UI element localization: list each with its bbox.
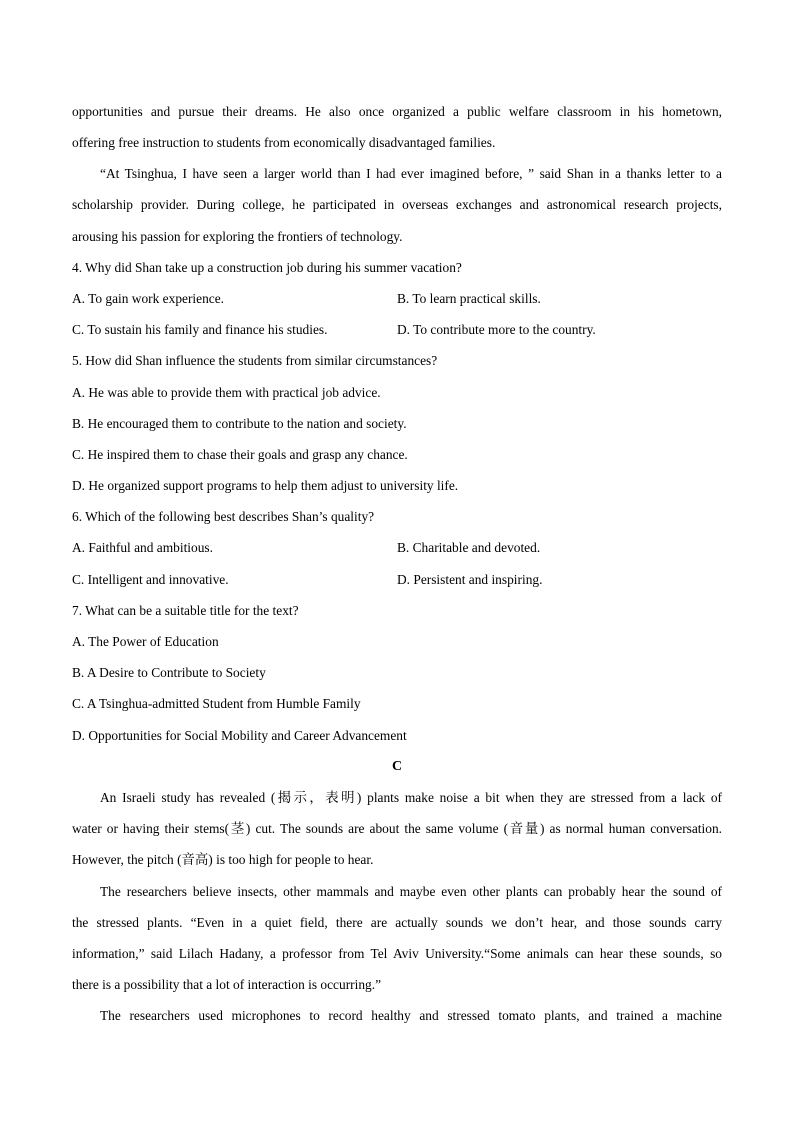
question-5-stem: 5. How did Shan influence the students from similar circumstances? <box>72 353 438 368</box>
question-7-stem: 7. What can be a suitable title for the text? <box>72 603 299 618</box>
passage-line: “At Tsinghua, I have seen a larger world than I had ever imagined before, ” said Shan in a thanks letter to a <box>100 166 722 181</box>
question-6-option-a: A. Faithful and ambitious. <box>72 540 213 555</box>
question-4-option-b: B. To learn practical skills. <box>397 291 541 306</box>
question-6-option-b: B. Charitable and devoted. <box>397 540 541 555</box>
passage-line: The researchers believe insects, other mammals and maybe even other plants can probably hear the sound of <box>100 884 722 899</box>
question-4-stem: 4. Why did Shan take up a construction job during his summer vacation? <box>72 260 462 275</box>
question-7-option-c: C. A Tsinghua-admitted Student from Humble Family <box>72 696 361 711</box>
passage-line: An Israeli study has revealed (揭示，表明) plants make noise a bit when they are stressed from a lack of <box>100 790 722 805</box>
question-4-option-a: A. To gain work experience. <box>72 291 225 306</box>
passage-line: arousing his passion for exploring the frontiers of technology. <box>72 229 403 244</box>
question-4-option-d: D. To contribute more to the country. <box>397 322 596 337</box>
passage-line: However, the pitch (音高) is too high for people to hear. <box>72 852 374 867</box>
question-7-option-d: D. Opportunities for Social Mobility and Career Advancement <box>72 728 407 743</box>
question-6-option-d: D. Persistent and inspiring. <box>397 572 543 587</box>
passage-line: scholarship provider. During college, he participated in overseas exchanges and astronomical research projects, <box>72 197 722 212</box>
passage-line: opportunities and pursue their dreams. He also once organized a public welfare classroom in his hometown, <box>72 104 722 119</box>
question-7-option-b: B. A Desire to Contribute to Society <box>72 665 266 680</box>
passage-line: water or having their stems(茎) cut. The sounds are about the same volume (音量) as normal human conversation. <box>72 821 722 836</box>
passage-line: the stressed plants. “Even in a quiet field, there are actually sounds we don’t hear, and those sounds carry <box>72 915 722 930</box>
question-5-option-d: D. He organized support programs to help them adjust to university life. <box>72 478 459 493</box>
section-heading: C <box>391 759 403 774</box>
passage-line: offering free instruction to students from economically disadvantaged families. <box>72 135 496 150</box>
question-4-option-c: C. To sustain his family and finance his studies. <box>72 322 328 337</box>
question-5-option-b: B. He encouraged them to contribute to the nation and society. <box>72 416 407 431</box>
question-5-option-a: A. He was able to provide them with practical job advice. <box>72 385 381 400</box>
passage-line: there is a possibility that a lot of interaction is occurring.” <box>72 977 382 992</box>
question-6-stem: 6. Which of the following best describes Shan’s quality? <box>72 509 375 524</box>
question-7-option-a: A. The Power of Education <box>72 634 219 649</box>
passage-line: The researchers used microphones to record healthy and stressed tomato plants, and trained a machine <box>100 1008 722 1023</box>
question-5-option-c: C. He inspired them to chase their goals and grasp any chance. <box>72 447 408 462</box>
question-6-option-c: C. Intelligent and innovative. <box>72 572 229 587</box>
passage-line: information,” said Lilach Hadany, a professor from Tel Aviv University.“Some animals can hear these sounds, so <box>72 946 722 961</box>
